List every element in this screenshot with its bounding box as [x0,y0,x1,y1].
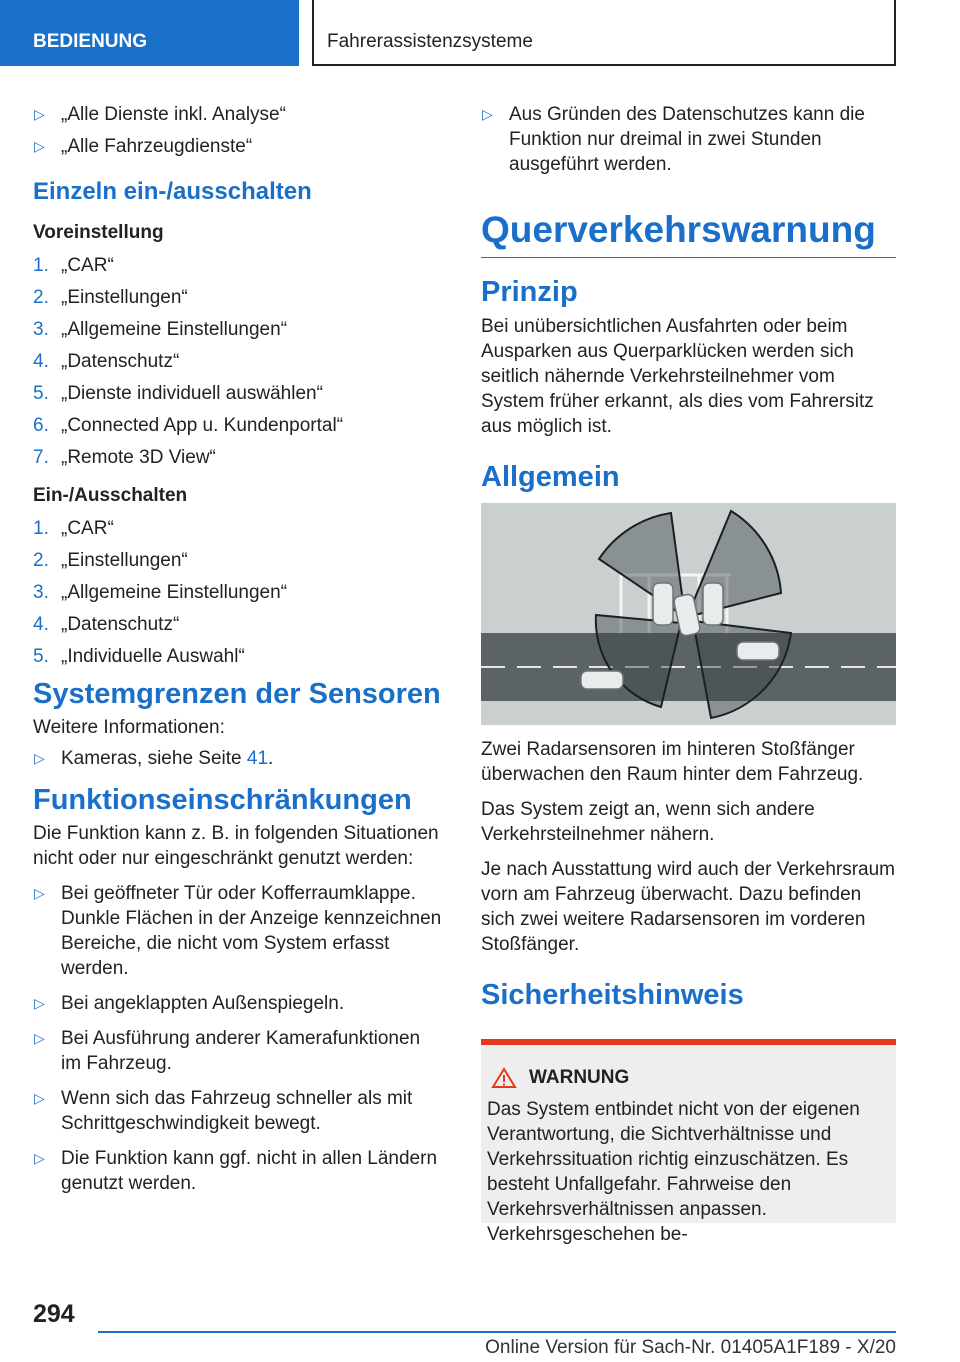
list-item: 1. „CAR“ [33,255,114,276]
page-link[interactable]: 41 [246,748,269,769]
triangle-bullet-icon: ▷ [482,106,493,122]
heading-systemgrenzen: Systemgrenzen der Sensoren [33,678,441,710]
triangle-bullet-icon: ▷ [34,1030,45,1046]
warning-title: WARNUNG [487,1067,890,1089]
list-item: ▷ Die Funktion kann ggf. nicht in allen Ländern genutzt werden. [34,1148,438,1194]
list-item: 2. „Einstellungen“ [33,550,188,571]
system-text: Weitere Informationen: [33,717,225,738]
radar-coverage-illustration [481,503,896,725]
funk-text: Die Funktion kann z. B. in folgenden Situationen nicht oder nur eingeschränkt genutzt werden: [33,823,439,869]
section-tab: BEDIENUNG [0,0,299,66]
top-bullet-list [481,102,896,177]
voreinstellung-steps [33,253,445,470]
warning-text: Das System entbindet nicht von der eigenen Verantwortung, die Sichtverhältnisse und Verkehrssituation richtig einzuschätzen. Es besteht Unfallgefahr. Fahrweise den Verkehrsverhältnissen anpassen. Verkehrsgeschehen be- [487,1099,860,1245]
footer-online-version: Online Version für Sach-Nr. 01405A1F189 - X/20 [98,1331,896,1359]
list-item: ▷ Bei Ausführung anderer Kamerafunktionen im Fahrzeug. [34,1028,421,1074]
warning-box [481,1039,896,1245]
allgemein-p1: Zwei Radarsensoren im hinteren Stoßfänger überwachen den Raum hinter dem Fahrzeug. [481,739,864,785]
heading-einzeln: Einzeln ein-/ausschalten [33,178,312,205]
list-item: 4. „Datenschutz“ [33,351,180,372]
list-item: 6. „Connected App u. Kundenportal“ [33,415,344,436]
list-item: ▷ Aus Gründen des Datenschutzes kann die Funktion nur dreimal in zwei Stunden ausgeführt werden. [482,104,865,175]
right-column [481,102,896,1245]
list-item: 3. „Allgemeine Einstellungen“ [33,582,288,603]
triangle-bullet-icon: ▷ [34,1150,45,1166]
list-item: 5. „Individuelle Auswahl“ [33,646,245,667]
list-item: 4. „Datenschutz“ [33,614,180,635]
list-item: 3. „Allgemeine Einstellungen“ [33,319,288,340]
heading-funktionseinschraenkungen: Funktionseinschränkungen [33,784,412,816]
triangle-bullet-icon: ▷ [34,750,45,766]
heading-prinzip: Prinzip [481,276,578,308]
triangle-bullet-icon: ▷ [34,995,45,1011]
page-number: 294 [33,1300,75,1328]
list-item: 7. „Remote 3D View“ [33,447,216,468]
list-item: ▷ Wenn sich das Fahrzeug schneller als mit Schrittgeschwindigkeit bewegt. [34,1088,413,1134]
prinzip-text: Bei unübersichtlichen Ausfahrten oder beim Ausparken aus Querparklücken werden sich seitlich nähernde Verkehrsteilnehmer vom System früher erkannt, als dies vom Fahrersitz aus möglich ist. [481,316,874,437]
triangle-bullet-icon: ▷ [34,138,45,154]
subheading-einaus: Ein-/Ausschalten [33,485,188,506]
triangle-bullet-icon: ▷ [34,1090,45,1106]
list-item: ▷ Bei angeklappten Außenspiegeln. [34,993,345,1014]
heading-querverkehrswarnung: Querverkehrswarnung [481,207,896,258]
funk-bullet-list [33,881,445,1196]
list-item: ▷ Kameras, siehe Seite 41. [34,748,274,769]
left-column [33,102,445,1206]
triangle-bullet-icon: ▷ [34,106,45,122]
einaus-steps [33,516,445,669]
list-item: 5. „Dienste individuell auswählen“ [33,383,323,404]
allgemein-p2: Das System zeigt an, wenn sich andere Verkehrsteilnehmer nähern. [481,799,815,845]
chapter-title: Fahrerassistenzsysteme [312,0,896,66]
triangle-bullet-icon: ▷ [34,885,45,901]
subheading-voreinstellung: Voreinstellung [33,222,164,243]
list-item: 2. „Einstellungen“ [33,287,188,308]
list-item: ▷ „Alle Fahrzeugdienste“ [34,136,253,157]
list-item: 1. „CAR“ [33,518,114,539]
list-item: ▷ „Alle Dienste inkl. Analyse“ [34,104,286,125]
list-item: ▷ Bei geöffneter Tür oder Kofferraumklappe. Dunkle Flächen in der Anzeige kennzeichnen Bereiche, die nicht vom System erfasst werden. [34,883,442,979]
heading-sicherheitshinweis: Sicherheitshinweis [481,979,744,1011]
heading-allgemein: Allgemein [481,461,620,493]
intro-bullet-list [33,102,445,159]
system-bullet-list [33,746,445,771]
allgemein-p3: Je nach Ausstattung wird auch der Verkehrsraum vorn am Fahrzeug überwacht. Dazu befinden sich zwei weitere Radarsensoren im vorderen Stoßfänger. [481,859,896,955]
warning-triangle-icon [491,1067,517,1089]
